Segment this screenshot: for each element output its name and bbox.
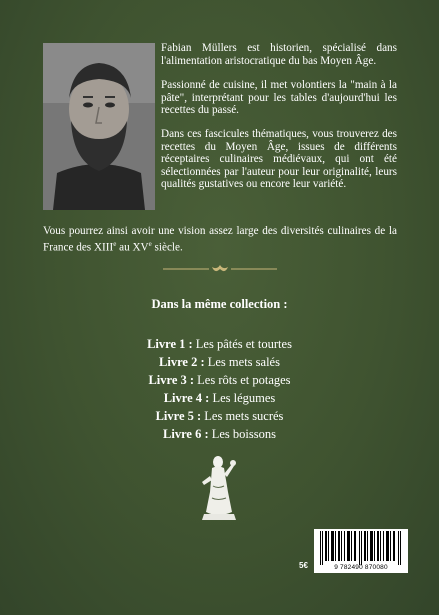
medieval-figure-emblem	[198, 452, 242, 522]
book-title: Les mets salés	[204, 355, 280, 369]
isbn-barcode	[314, 529, 408, 573]
book-list	[0, 335, 439, 443]
lead-text: Vous pourrez ainsi avoir une vision assez large des diversités culinaires de la France des XIII	[43, 225, 397, 254]
book-number: Livre 5 :	[155, 409, 202, 423]
price-label: 5€	[299, 561, 308, 570]
list-item	[0, 353, 439, 371]
book-number: Livre 2 :	[159, 355, 205, 369]
book-number: Livre 1 :	[147, 337, 193, 351]
book-title: Les mets sucrés	[201, 409, 284, 423]
collection-title: Dans la même collection :	[151, 297, 288, 311]
author-bio	[161, 42, 397, 202]
lead-text-end: siècle.	[151, 241, 183, 254]
list-item	[0, 425, 439, 443]
bio-paragraph-2: Passionné de cuisine, il met volontiers la "main à la pâte", interprétant pour les tables d'aujourd'hui les recettes du passé.	[161, 79, 397, 117]
book-title: Les pâtés et tourtes	[192, 337, 292, 351]
lead-paragraph	[43, 225, 397, 255]
list-item	[0, 335, 439, 353]
list-item	[0, 407, 439, 425]
book-number: Livre 6 :	[163, 427, 209, 441]
lead-text-mid: au XV	[116, 241, 149, 254]
book-title: Les légumes	[209, 391, 276, 405]
ornament-divider	[163, 263, 277, 275]
century-superscript-1: e	[113, 240, 117, 248]
isbn-digits: 9 782490 870080	[334, 564, 388, 571]
list-item	[0, 389, 439, 407]
bio-paragraph-3: Dans ces fascicules thématiques, vous trouverez des recettes du Moyen Âge, issues de différents réceptaires culinaires médiévaux, qui ont été sélectionnées par l'auteur pour leur originalité, leurs qualités gustatives ou encore leur variété.	[161, 127, 397, 191]
book-number: Livre 4 :	[163, 391, 210, 405]
book-title: Les rôts et potages	[194, 373, 291, 387]
list-item	[0, 371, 439, 389]
author-photo	[43, 43, 155, 210]
book-number: Livre 3 :	[148, 373, 195, 387]
book-title: Les boissons	[208, 427, 276, 441]
century-superscript-2: e	[148, 240, 152, 248]
bio-paragraph-1: Fabian Müllers est historien, spécialisé dans l'alimentation aristocratique du bas Moyen Âge.	[161, 42, 397, 67]
